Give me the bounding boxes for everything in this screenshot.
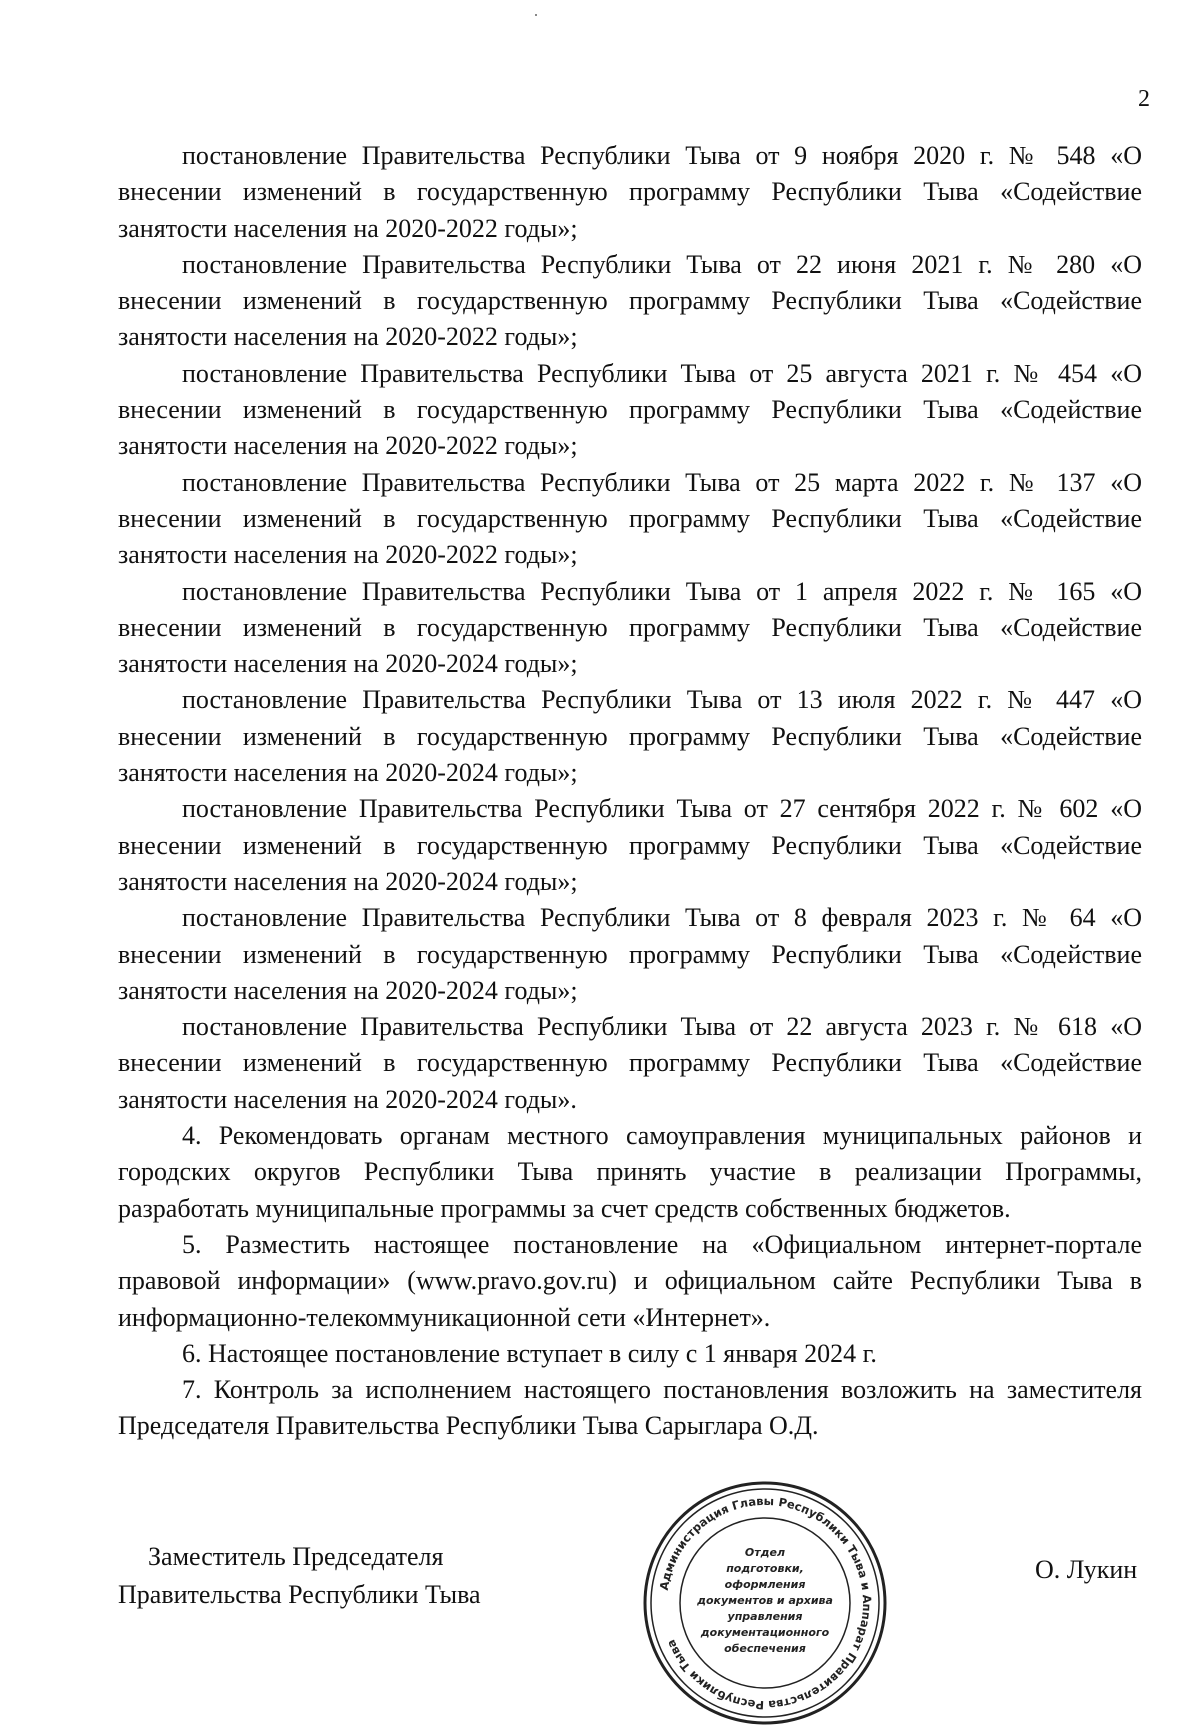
decree-item: постановление Правительства Республики Тыва от 25 марта 2022 г. № 137 «О внесении изменений в государственную программу Республики Тыва «Содействие занятости населения на 2020-2022 годы»; [118, 467, 1142, 570]
stamp-center-line: документационного [700, 1626, 830, 1639]
decree-item: постановление Правительства Республики Тыва от 22 августа 2023 г. № 618 «О внесении изменений в государственную программу Республики Тыва «Содействие занятости населения на 2020-2024 годы». [118, 1012, 1142, 1114]
stamp-center-line: управления [727, 1610, 803, 1623]
paragraph-5: 5. Разместить настоящее постановление на «Официальном интернет-портале правовой информации» (www.pravo.gov.ru) и официальном сайте Республики Тыва в информационно-телекоммуникационной сети «Интернет». [118, 1229, 1142, 1332]
stamp-center-line: обеспечения [724, 1642, 806, 1655]
decree-item: постановление Правительства Республики Тыва от 25 августа 2021 г. № 454 «О внесении изменений в государственную программу Республики Тыва «Содействие занятости населения на 2020-2022 годы»; [118, 358, 1142, 461]
paragraph-4: 4. Рекомендовать органам местного самоуправления муниципальных районов и городских округов Республики Тыва принять участие в реализации Программы, разработать муниципальные программы за счет средств собственных бюджетов. [118, 1121, 1142, 1223]
page-number: 2 [1138, 86, 1150, 112]
stamp-center-line: Отдел [744, 1546, 786, 1559]
signatory-position [118, 1538, 481, 1614]
signatory-position-line1: Заместитель Председателя [148, 1542, 444, 1571]
paragraph-6: 6. Настоящее постановление вступает в силу с 1 января 2024 г. [182, 1338, 877, 1368]
stamp-center-line: оформления [724, 1578, 806, 1591]
paragraph-7: 7. Контроль за исполнением настоящего постановления возложить на заместителя Председателя Правительства Республики Тыва Сарыглара О.Д. [118, 1375, 1142, 1441]
decree-item: постановление Правительства Республики Тыва от 13 июля 2022 г. № 447 «О внесении изменений в государственную программу Республики Тыва «Содействие занятости населения на 2020-2024 годы»; [118, 685, 1142, 788]
signatory-name: О. Лукин [1035, 1555, 1138, 1584]
decree-item: постановление Правительства Республики Тыва от 1 апреля 2022 г. № 165 «О внесении изменений в государственную программу Республики Тыва «Содействие занятости населения на 2020-2024 годы»; [118, 576, 1142, 679]
stamp-ring-text: Администрация Главы Республики Тыва и Аппарат Правительства Республики Тыва [656, 1493, 875, 1713]
decree-item: постановление Правительства Республики Тыва от 8 февраля 2023 г. № 64 «О внесении изменений в государственную программу Республики Тыва «Содействие занятости населения на 2020-2024 годы»; [118, 903, 1142, 1005]
decree-item: постановление Правительства Республики Тыва от 22 июня 2021 г. № 280 «О внесении изменений в государственную программу Республики Тыва «Содействие занятости населения на 2020-2022 годы»; [118, 249, 1142, 352]
stamp-center-line: документов и архива [697, 1594, 833, 1607]
official-stamp [640, 1478, 890, 1728]
decree-item: постановление Правительства Республики Тыва от 27 сентября 2022 г. № 602 «О внесении изменений в государственную программу Республики Тыва «Содействие занятости населения на 2020-2024 годы»; [118, 794, 1142, 896]
signatory-position-line2: Правительства Республики Тыва [118, 1580, 481, 1609]
scan-mark [535, 14, 537, 16]
document-body [118, 138, 1142, 1445]
decree-item: постановление Правительства Республики Тыва от 9 ноября 2020 г. № 548 «О внесении изменений в государственную программу Республики Тыва «Содействие занятости населения на 2020-2022 годы»; [118, 141, 1142, 243]
stamp-center-line: подготовки, [726, 1562, 804, 1575]
